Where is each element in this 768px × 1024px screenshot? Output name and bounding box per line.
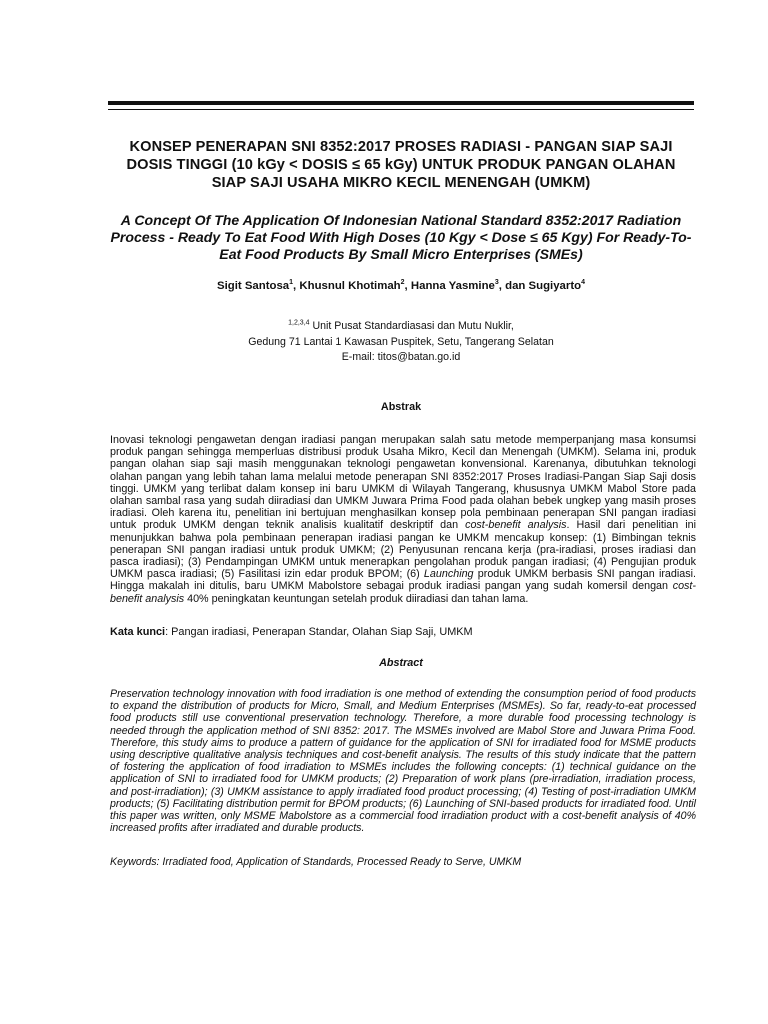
paper-title-indonesian: KONSEP PENERAPAN SNI 8352:2017 PROSES RADIASI - PANGAN SIAP SAJI DOSIS TINGGI (10 kGy < DOSIS ≤ 65 kGy) UNTUK PRODUK PANGAN OLAHAN SIAP SAJI USAHA MIKRO KECIL MENENGAH (UMKM) xyxy=(126,139,676,191)
header-rule-thin xyxy=(108,109,694,110)
kata-kunci-text: : Pangan iradiasi, Penerapan Standar, Olahan Siap Saji, UMKM xyxy=(165,626,473,638)
author-separator: , dan xyxy=(498,280,529,292)
author-name: Hanna Yasmine xyxy=(410,280,495,292)
author-name: Khusnul Khotimah xyxy=(299,280,401,292)
affiliation-superscript: 1,2,3,4 xyxy=(288,319,310,327)
author-superscript: 4 xyxy=(581,279,585,287)
header-rule-thick xyxy=(108,101,694,105)
abstrak-heading: Abstrak xyxy=(380,401,422,413)
abstract-body: Preservation technology innovation with food irradiation is one method of extending the consumption period of food products to expand the distribution of products for Micro, Small, and Medium Enterprises (MSMEs). So far, ready-to-eat processed food products still use conventional preservation technology. Therefore, a more durable food processing technology is needed through the application method of SNI 8352: 2017. The MSMEs involved are Mabol Store and Juwara Prima Food. Therefore, this study aims to produce a pattern of guidance for the application of SNI for irradiated food for MSME products using descriptive qualitative analysis techniques and cost-benefit analysis. The results of this study indicate that the pattern of fostering the application of food irradiation to MSMEs includes the following concepts: (1) technical guidance on the application of SNI to irradiated food for UMKM products; (2) Preparation of work plans (pre-irradiation, irradiation process, and post-irradiation); (3) UMKM assistance to apply irradiated food product processing; (4) Testing of post-irradiation UMKM products; (5) Facilitating distribution permit for BPOM products; (6) Launching of SNI-based products for irradiated food. Until this paper was written, only MSME Mabolstore as a commercial food irradiation product with a cost-benefit analysis of 40% increased profits after irradiated and durable products. xyxy=(110,688,696,835)
author-superscript: 3 xyxy=(494,279,499,287)
author-separator: , xyxy=(293,280,300,292)
author-superscript: 2 xyxy=(400,279,405,287)
author-name: Sigit Santosa xyxy=(216,280,290,292)
paper-title-english: A Concept Of The Application Of Indonesian National Standard 8352:2017 Radiation Process - Ready To Eat Food With High Doses (10 Kgy < Dose ≤ 65 Kgy) For Ready-To-Eat Food Products By Small Micro Enterprises (SMEs) xyxy=(110,212,692,262)
author-email: E-mail: titos@batan.go.id xyxy=(341,351,461,363)
affiliation-address: Gedung 71 Lantai 1 Kawasan Puspitek, Setu, Tangerang Selatan xyxy=(248,335,554,348)
keywords: Keywords: Irradiated food, Application of Standards, Processed Ready to Serve, UMKM xyxy=(110,856,522,868)
author-name: Sugiyarto xyxy=(528,280,582,292)
kata-kunci xyxy=(110,626,696,639)
affiliation-line: $^{1,2,3,4}$ Unit Pusat Standardiasasi dan Mutu Nuklir, xyxy=(288,319,514,332)
abstrak-body: Inovasi teknologi pengawetan dengan iradiasi pangan merupakan salah satu metode memperpanjang masa konsumsi produk pangan sehingga memperluas distribusi produk Usaha Mikro, Kecil dan Menengah (UMKM). Selama ini, produk pangan olahan siap saji masih menggunakan teknologi pengawetan konvensional. Karenanya, dibutuhkan teknologi olahan pangan yang lebih tahan lama melalui metode penerapan SNI 8352:2017 Proses Iradiasi-Pangan Siap Saji dosis tinggi. UMKM yang terlibat dalam konsep ini baru UMKM di Wilayah Tangerang, khususnya UMKM Mabol Store pada olahan sambal rasa yang sudah diiradiasi dan UMKM Juwara Prima Food pada olahan bebek ungkep yang masih proses iradiasi. Oleh karena itu, penelitian ini bertujuan menghasilkan konsep pola pembinaan penerapan SNI pangan iradiasi untuk produk UMKM dengan teknik analisis kualitatif deskriptif dan cost-benefit analysis. Hasil dari penelitian ini menunjukkan bahwa pola pembinaan penerapan iradiasi pangan ke UMKM mencakup konsep: (1) Bimbingan teknis penerapan SNI pangan iradiasi untuk produk UMKM; (2) Penyusunan rencana kerja (pra-iradiasi, proses iradiasi dan pasca iradiasi); (3) Pendampingan UMKM untuk menerapkan pengolahan produk pangan iradiasi; (4) Pengujian produk UMKM pasca iradiasi; (5) Fasilitasi izin edar produk BPOM; (6) Launching produk UMKM berbasis SNI pangan iradiasi. Hingga makalah ini ditulis, baru UMKM Mabolstore sebagai produk iradiasi pangan yang sudah komersil dengan cost-benefit analysis 40% peningkatan keuntungan setelah produk diiradiasi dan tahan lama. xyxy=(110,434,697,605)
author-superscript: 1 xyxy=(289,279,294,287)
abstract-heading: Abstract xyxy=(379,657,423,669)
author-separator: , xyxy=(404,280,411,292)
author-list xyxy=(110,279,692,293)
kata-kunci-label: Kata kunci xyxy=(110,626,166,638)
affiliation-block xyxy=(110,319,692,366)
